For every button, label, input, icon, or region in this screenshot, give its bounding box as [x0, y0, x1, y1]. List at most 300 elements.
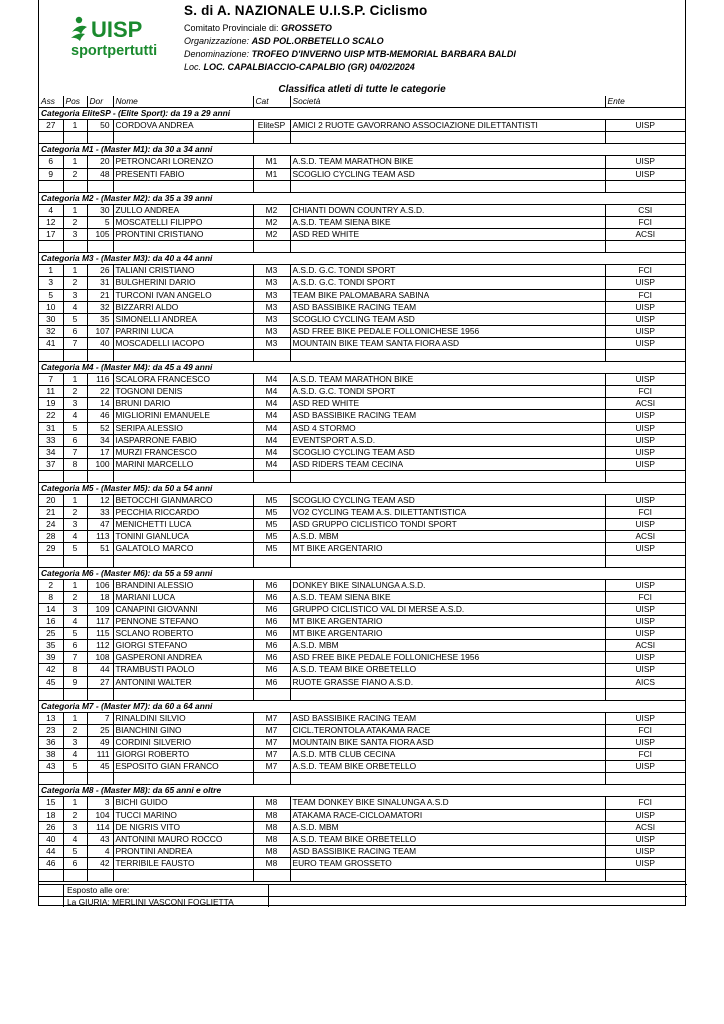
table-cell: 3 [39, 277, 63, 289]
table-cell: 3 [63, 229, 87, 241]
table-cell: 1 [63, 374, 87, 386]
table-cell: 46 [39, 857, 63, 869]
table-cell: FCI [605, 507, 685, 519]
table-cell: 5 [63, 543, 87, 555]
denomination-line: Denominazione: TROFEO D'INVERNO UISP MTB-MEMORIAL BARBARA BALDI [184, 49, 516, 59]
table-cell: UISP [605, 845, 685, 857]
category-header [39, 362, 685, 374]
spacer-row [39, 132, 685, 144]
table-cell: 5 [39, 289, 63, 301]
table-cell: UISP [605, 519, 685, 531]
table-cell: 1 [39, 265, 63, 277]
table-cell: 107 [87, 325, 113, 337]
table-cell: DONKEY BIKE SINALUNGA A.S.D. [290, 579, 605, 591]
category-title: Categoria M5 - (Master M5): da 50 a 54 anni [39, 483, 685, 495]
table-cell: A.S.D. TEAM MARATHON BIKE [290, 374, 605, 386]
table-cell: ACSI [605, 398, 685, 410]
table-cell: 1 [63, 797, 87, 809]
table-cell: UISP [605, 156, 685, 168]
table-cell: 114 [87, 821, 113, 833]
table-cell: 2 [63, 809, 87, 821]
table-cell: M6 [253, 603, 290, 615]
table-cell: SCLANO ROBERTO [113, 628, 253, 640]
table-cell: BETOCCHI GIANMARCO [113, 495, 253, 507]
table-cell: 26 [39, 821, 63, 833]
table-row [39, 398, 685, 410]
table-cell: GRUPPO CICLISTICO VAL DI MERSE A.S.D. [290, 603, 605, 615]
table-cell: 1 [63, 712, 87, 724]
table-cell: 4 [63, 301, 87, 313]
table-cell: 25 [87, 724, 113, 736]
table-cell: MOUNTAIN BIKE SANTA FIORA ASD [290, 736, 605, 748]
table-cell: M5 [253, 495, 290, 507]
table-cell: M7 [253, 736, 290, 748]
table-cell: MARINI MARCELLO [113, 458, 253, 470]
table-cell: SIMONELLI ANDREA [113, 313, 253, 325]
table-cell: SERIPA ALESSIO [113, 422, 253, 434]
table-cell: MARIANI LUCA [113, 591, 253, 603]
table-cell: BULGHERINI DARIO [113, 277, 253, 289]
location-line: Loc. LOC. CAPALBIACCIO-CAPALBIO (GR) 04/02/2024 [184, 62, 415, 72]
table-cell: 4 [39, 204, 63, 216]
table-cell: 4 [63, 616, 87, 628]
table-cell: ACSI [605, 640, 685, 652]
column-header: Società [290, 96, 605, 108]
table-cell: 38 [39, 749, 63, 761]
table-cell: A.S.D. TEAM SIENA BIKE [290, 216, 605, 228]
table-cell: ASD 4 STORMO [290, 422, 605, 434]
table-cell: ASD FREE BIKE PEDALE FOLLONICHESE 1956 [290, 325, 605, 337]
table-cell: 31 [87, 277, 113, 289]
table-cell: M8 [253, 821, 290, 833]
table-cell: 4 [63, 749, 87, 761]
table-cell: UISP [605, 628, 685, 640]
table-cell: ESPOSITO GIAN FRANCO [113, 761, 253, 773]
report-title: Classifica atleti di tutte le categorie [278, 84, 446, 95]
table-cell: 7 [63, 337, 87, 349]
table-cell: PRONTINI CRISTIANO [113, 229, 253, 241]
table-row [39, 821, 685, 833]
table-cell: M5 [253, 507, 290, 519]
table-row [39, 337, 685, 349]
table-cell: M3 [253, 289, 290, 301]
table-cell: GALATOLO MARCO [113, 543, 253, 555]
table-row [39, 724, 685, 736]
committee-line: Comitato Provinciale di: GROSSETO [184, 23, 332, 33]
table-cell: 27 [39, 120, 63, 132]
table-cell: MOSCATELLI FILIPPO [113, 216, 253, 228]
table-cell: 34 [39, 446, 63, 458]
table-cell: A.S.D. G.C. TONDI SPORT [290, 265, 605, 277]
table-cell: M6 [253, 591, 290, 603]
table-cell: 4 [63, 531, 87, 543]
table-cell: 7 [63, 446, 87, 458]
table-cell: TUCCI MARINO [113, 809, 253, 821]
table-cell: 32 [87, 301, 113, 313]
category-header [39, 192, 685, 204]
table-cell: TURCONI IVAN ANGELO [113, 289, 253, 301]
category-title: Categoria M6 - (Master M6): da 55 a 59 anni [39, 567, 685, 579]
category-title: Categoria M1 - (Master M1): da 30 a 34 anni [39, 144, 685, 156]
column-header: Ass [39, 96, 63, 108]
table-cell: M3 [253, 337, 290, 349]
table-cell: 117 [87, 616, 113, 628]
table-cell: BRUNI DARIO [113, 398, 253, 410]
table-cell: 21 [87, 289, 113, 301]
table-cell: M6 [253, 640, 290, 652]
category-title: Categoria M2 - (Master M2): da 35 a 39 anni [39, 192, 685, 204]
table-cell: M8 [253, 857, 290, 869]
table-cell: GIORGI ROBERTO [113, 749, 253, 761]
results-table [39, 96, 685, 882]
table-cell: UISP [605, 458, 685, 470]
table-cell: MOUNTAIN BIKE TEAM SANTA FIORA ASD [290, 337, 605, 349]
table-row [39, 216, 685, 228]
table-cell: 1 [63, 265, 87, 277]
spacer-row [39, 470, 685, 482]
table-cell: 30 [87, 204, 113, 216]
table-cell: 17 [87, 446, 113, 458]
table-cell: M2 [253, 216, 290, 228]
table-cell: 2 [63, 216, 87, 228]
table-cell: EURO TEAM GROSSETO [290, 857, 605, 869]
table-cell: RUOTE GRASSE FIANO A.S.D. [290, 676, 605, 688]
table-cell: IASPARRONE FABIO [113, 434, 253, 446]
table-cell: 8 [63, 458, 87, 470]
table-cell: A.S.D. TEAM SIENA BIKE [290, 591, 605, 603]
table-cell: MT BIKE ARGENTARIO [290, 616, 605, 628]
table-cell: AICS [605, 676, 685, 688]
table-cell: FCI [605, 591, 685, 603]
table-cell: 43 [87, 833, 113, 845]
spacer-row [39, 870, 685, 882]
table-row [39, 204, 685, 216]
table-cell: MT BIKE ARGENTARIO [290, 543, 605, 555]
table-cell: 2 [63, 507, 87, 519]
table-cell: ASD BASSIBIKE RACING TEAM [290, 712, 605, 724]
table-cell: UISP [605, 277, 685, 289]
table-cell: 47 [87, 519, 113, 531]
table-cell: 23 [39, 724, 63, 736]
table-row [39, 265, 685, 277]
table-cell: A.S.D. TEAM BIKE ORBETELLO [290, 664, 605, 676]
table-cell: 106 [87, 579, 113, 591]
table-cell: UISP [605, 761, 685, 773]
table-cell: 19 [39, 398, 63, 410]
table-cell: M7 [253, 724, 290, 736]
table-cell: 3 [63, 603, 87, 615]
table-cell: M4 [253, 434, 290, 446]
table-cell: 39 [39, 652, 63, 664]
uisp-logo [69, 12, 169, 62]
table-row [39, 664, 685, 676]
column-header: Ente [605, 96, 685, 108]
table-cell: UISP [605, 120, 685, 132]
spacer-row [39, 241, 685, 253]
table-cell: M4 [253, 422, 290, 434]
table-cell: 29 [39, 543, 63, 555]
table-cell: 41 [39, 337, 63, 349]
table-cell: A.S.D. TEAM MARATHON BIKE [290, 156, 605, 168]
table-row [39, 736, 685, 748]
table-cell: 108 [87, 652, 113, 664]
table-cell: GIORGI STEFANO [113, 640, 253, 652]
table-cell: M1 [253, 168, 290, 180]
table-cell: TEAM DONKEY BIKE SINALUNGA A.S.D [290, 797, 605, 809]
table-cell: 6 [63, 640, 87, 652]
table-cell: UISP [605, 833, 685, 845]
table-cell: FCI [605, 797, 685, 809]
table-cell: M3 [253, 301, 290, 313]
table-cell: CANAPINI GIOVANNI [113, 603, 253, 615]
table-cell: SCOGLIO CYCLING TEAM ASD [290, 495, 605, 507]
table-cell: UISP [605, 434, 685, 446]
table-cell: 15 [39, 797, 63, 809]
table-row [39, 761, 685, 773]
table-row [39, 277, 685, 289]
table-cell: 44 [87, 664, 113, 676]
table-cell: MIGLIORINI EMANUELE [113, 410, 253, 422]
table-cell: SCOGLIO CYCLING TEAM ASD [290, 313, 605, 325]
table-cell: ACSI [605, 821, 685, 833]
table-cell: PRONTINI ANDREA [113, 845, 253, 857]
category-header [39, 253, 685, 265]
category-title: Categoria EliteSP - (Elite Sport): da 19 a 29 anni [39, 108, 685, 120]
table-cell: UISP [605, 616, 685, 628]
table-cell: 2 [63, 386, 87, 398]
table-cell: M1 [253, 156, 290, 168]
svg-text:sportpertutti: sportpertutti [71, 43, 158, 59]
table-cell: 17 [39, 229, 63, 241]
table-row [39, 120, 685, 132]
table-cell: UISP [605, 374, 685, 386]
table-cell: 2 [63, 591, 87, 603]
table-cell: UISP [605, 579, 685, 591]
table-cell: CORDINI SILVERIO [113, 736, 253, 748]
table-cell: 48 [87, 168, 113, 180]
table-cell: 111 [87, 749, 113, 761]
organization-line: Organizzazione: ASD POL.ORBETELLO SCALO [184, 36, 384, 46]
table-cell: MENICHETTI LUCA [113, 519, 253, 531]
table-row [39, 579, 685, 591]
table-cell: 112 [87, 640, 113, 652]
table-row [39, 531, 685, 543]
results-sheet [38, 0, 686, 906]
table-cell: 115 [87, 628, 113, 640]
table-cell: PETRONCARI LORENZO [113, 156, 253, 168]
table-cell: UISP [605, 301, 685, 313]
category-title: Categoria M8 - (Master M8): da 65 anni e oltre [39, 785, 685, 797]
table-cell: 100 [87, 458, 113, 470]
table-cell: M8 [253, 845, 290, 857]
table-cell: 2 [39, 579, 63, 591]
table-cell: UISP [605, 857, 685, 869]
table-row [39, 325, 685, 337]
table-cell: UISP [605, 446, 685, 458]
table-cell: 18 [39, 809, 63, 821]
table-cell: 1 [63, 495, 87, 507]
table-cell: 37 [39, 458, 63, 470]
table-cell: A.S.D. MBM [290, 640, 605, 652]
table-cell: UISP [605, 495, 685, 507]
table-cell: M6 [253, 676, 290, 688]
table-cell: 26 [87, 265, 113, 277]
table-cell: 16 [39, 616, 63, 628]
table-row [39, 422, 685, 434]
table-cell: M2 [253, 229, 290, 241]
table-cell: 33 [87, 507, 113, 519]
category-title: Categoria M4 - (Master M4): da 45 a 49 anni [39, 362, 685, 374]
table-cell: A.S.D. TEAM BIKE ORBETELLO [290, 833, 605, 845]
table-cell: M4 [253, 410, 290, 422]
table-cell: 36 [39, 736, 63, 748]
table-row [39, 507, 685, 519]
table-cell: 14 [87, 398, 113, 410]
category-header [39, 108, 685, 120]
table-cell: 21 [39, 507, 63, 519]
table-cell: M5 [253, 519, 290, 531]
table-cell: M2 [253, 204, 290, 216]
table-row [39, 495, 685, 507]
table-cell: SCOGLIO CYCLING TEAM ASD [290, 168, 605, 180]
table-cell: ANTONINI MAURO ROCCO [113, 833, 253, 845]
table-cell: ASD RIDERS TEAM CECINA [290, 458, 605, 470]
spacer-row [39, 555, 685, 567]
table-cell: 3 [63, 519, 87, 531]
table-cell: 5 [87, 216, 113, 228]
table-cell: UISP [605, 313, 685, 325]
table-cell: 109 [87, 603, 113, 615]
table-cell: M6 [253, 579, 290, 591]
table-cell: 33 [39, 434, 63, 446]
table-cell: FCI [605, 216, 685, 228]
table-cell: 9 [63, 676, 87, 688]
table-cell: 43 [39, 761, 63, 773]
column-header: Nome [113, 96, 253, 108]
category-header [39, 785, 685, 797]
table-cell: 1 [63, 579, 87, 591]
table-cell: BIZZARRI ALDO [113, 301, 253, 313]
category-header [39, 700, 685, 712]
table-row [39, 229, 685, 241]
table-cell: M4 [253, 446, 290, 458]
table-cell: 1 [63, 120, 87, 132]
jury-row: La GIURIA: MERLINI VASCONI FOGLIETTA [39, 896, 687, 908]
table-cell: A.S.D. MBM [290, 821, 605, 833]
table-cell: UISP [605, 410, 685, 422]
table-cell: M7 [253, 761, 290, 773]
table-cell: 4 [87, 845, 113, 857]
table-row [39, 519, 685, 531]
table-cell: ASD GRUPPO CICLISTICO TONDI SPORT [290, 519, 605, 531]
table-cell: TERRIBILE FAUSTO [113, 857, 253, 869]
table-cell: 44 [39, 845, 63, 857]
table-cell: 7 [39, 374, 63, 386]
table-row [39, 628, 685, 640]
table-row [39, 446, 685, 458]
table-cell: FCI [605, 289, 685, 301]
table-cell: 6 [39, 156, 63, 168]
table-cell: ACSI [605, 229, 685, 241]
table-cell: M4 [253, 398, 290, 410]
table-row [39, 289, 685, 301]
table-row [39, 652, 685, 664]
column-header: Pos [63, 96, 87, 108]
table-cell: M4 [253, 458, 290, 470]
table-cell: 20 [87, 156, 113, 168]
table-cell: 105 [87, 229, 113, 241]
exposed-time-row: Esposto alle ore: [39, 884, 687, 896]
table-cell: 116 [87, 374, 113, 386]
table-row [39, 797, 685, 809]
table-cell: ZULLO ANDREA [113, 204, 253, 216]
table-cell: CHIANTI DOWN COUNTRY A.S.D. [290, 204, 605, 216]
table-cell: BRANDINI ALESSIO [113, 579, 253, 591]
table-cell: 5 [63, 628, 87, 640]
table-cell: 3 [63, 821, 87, 833]
table-cell: A.S.D. G.C. TONDI SPORT [290, 277, 605, 289]
table-cell: ATAKAMA RACE-CICLOAMATORI [290, 809, 605, 821]
table-cell: TONINI GIANLUCA [113, 531, 253, 543]
table-cell: ASD FREE BIKE PEDALE FOLLONICHESE 1956 [290, 652, 605, 664]
table-cell: 10 [39, 301, 63, 313]
table-cell: 22 [87, 386, 113, 398]
table-row [39, 543, 685, 555]
table-cell: TALIANI CRISTIANO [113, 265, 253, 277]
table-cell: 51 [87, 543, 113, 555]
table-cell: M3 [253, 277, 290, 289]
table-row [39, 591, 685, 603]
table-cell: SCOGLIO CYCLING TEAM ASD [290, 446, 605, 458]
table-cell: 5 [63, 845, 87, 857]
table-cell: 49 [87, 736, 113, 748]
table-cell: ACSI [605, 531, 685, 543]
table-row [39, 434, 685, 446]
category-title: Categoria M7 - (Master M7): da 60 a 64 anni [39, 700, 685, 712]
table-cell: 2 [63, 724, 87, 736]
table-cell: BICHI GUIDO [113, 797, 253, 809]
table-cell: 3 [63, 289, 87, 301]
table-cell: TRAMBUSTI PAOLO [113, 664, 253, 676]
table-cell: M6 [253, 664, 290, 676]
table-cell: M5 [253, 543, 290, 555]
table-cell: DE NIGRIS VITO [113, 821, 253, 833]
category-header [39, 483, 685, 495]
table-cell: 34 [87, 434, 113, 446]
table-row [39, 640, 685, 652]
table-cell: 45 [39, 676, 63, 688]
table-cell: A.S.D. MBM [290, 531, 605, 543]
table-cell: PECCHIA RICCARDO [113, 507, 253, 519]
table-cell: M5 [253, 531, 290, 543]
table-row [39, 386, 685, 398]
table-cell: 22 [39, 410, 63, 422]
table-row [39, 458, 685, 470]
table-row [39, 845, 685, 857]
table-cell: 113 [87, 531, 113, 543]
table-cell: M3 [253, 313, 290, 325]
table-cell: 12 [87, 495, 113, 507]
table-cell: FCI [605, 749, 685, 761]
table-cell: M3 [253, 325, 290, 337]
table-cell: UISP [605, 543, 685, 555]
table-cell: 3 [63, 736, 87, 748]
table-cell: 28 [39, 531, 63, 543]
table-cell: UISP [605, 168, 685, 180]
table-cell: A.S.D. MTB CLUB CECINA [290, 749, 605, 761]
table-cell: 1 [63, 204, 87, 216]
table-cell: 6 [63, 434, 87, 446]
